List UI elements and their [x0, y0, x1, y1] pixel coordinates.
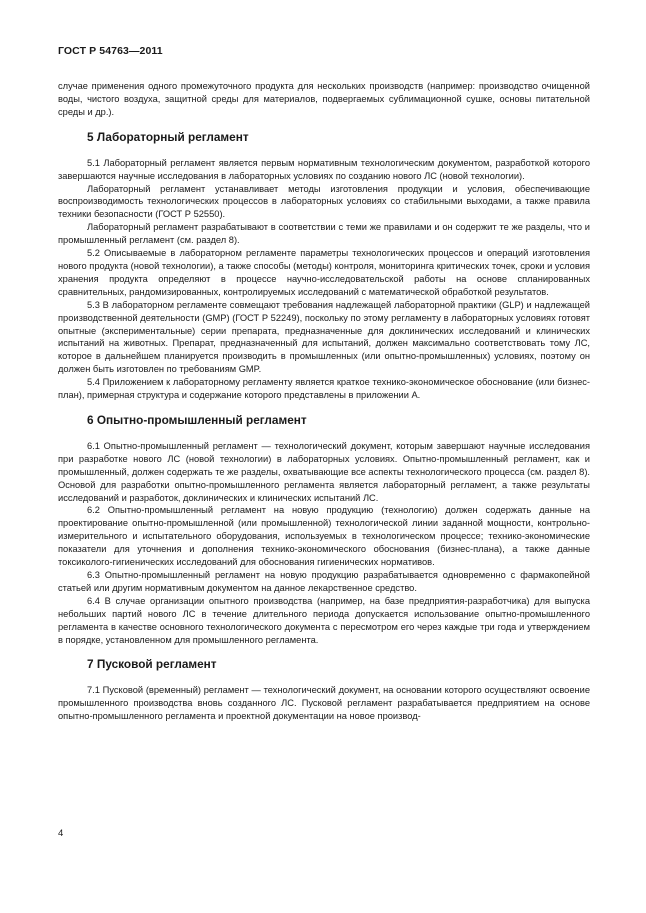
section-6-paragraph-1: 6.1 Опытно-промышленный регламент — технологический документ, которым завершают научные исследования при разработке нового ЛС (новой технологии) в лабораторных условиях. Опытно-промышленный регламент, как и промышленный, должен содержать те же разделы, охватывающие все аспекты технологического процесса (см. раздел 8). Основой для разработки опытно-промышленного регламента является лабораторный регламент, а также результаты исследований и разработок, доклинических и клинических испытаний ЛС. [58, 440, 590, 503]
section-5-paragraph-4: 5.2 Описываемые в лабораторном регламенте параметры технологических процессов и операций изготовления нового продукта (новой технологии), а также способы (методы) контроля, мониторинга критических точек, сроки и условия хранения продукта определяют в процессе научно-исследовательской работы на основе спланированных сравнительных, рандомизированных, контролируемых исследований с математической обработкой результатов. [58, 248, 590, 297]
section-6-paragraph-4: 6.4 В случае организации опытного производства (например, на базе предприятия-разработчика) для выпуска небольших партий нового ЛС в течение длительного периода допускается использование опытно-промышленного регламента в качестве основного технологического документа с пересмотром его через каждые три года и утверждением в порядке, установленном для промышленного регламента. [58, 595, 590, 645]
standard-header: ГОСТ Р 54763—2011 [58, 45, 163, 57]
section-6-paragraph-3: 6.3 Опытно-промышленный регламент на новую продукцию разрабатывается одновременно с фармакопейной статьей или другим нормативным документом на данное лекарственное средство. [58, 570, 590, 593]
document-body [58, 80, 590, 723]
section-5-title: 5 Лабораторный регламент [87, 129, 249, 144]
section-5-paragraph-1: 5.1 Лабораторный регламент является первым нормативным технологическим документом, разработкой которого завершаются научные исследования в лабораторных условиях по созданию нового ЛС (новой технологии). [58, 157, 590, 181]
section-6-title: 6 Опытно-промышленный регламент [87, 412, 307, 427]
section-5-paragraph-2: Лабораторный регламент устанавливает методы изготовления продукции и условия, обеспечивающие воспроизводимость технологических процессов в лабораторных условиях со стабильными выходами, а также правила техники безопасности (ГОСТ Р 52550). [58, 183, 590, 220]
section-5-paragraph-5: 5.3 В лабораторном регламенте совмещают требования надлежащей лабораторной практики (GLP) и надлежащей производственной деятельности (GMP) (ГОСТ Р 52249), поскольку по этому регламенту в лабораторных условиях готовят опытные (экспериментальные) серии препарата, предназначенные для доклинических исследований и клинических испытаний на животных. Препарат, предназначенный для испытаний, должен максимально соответствовать тому ЛС, которое в дальнейшем планируется производить в промышленных (или опытно-промышленных) условиях, поэтому он должен быть изготовлен по требованиям GMP. [58, 299, 590, 375]
section-5-paragraph-3: Лабораторный регламент разрабатывают в соответствии с теми же правилами и он содержит те же разделы, что и промышленный регламент (см. раздел 8). [58, 222, 590, 246]
section-5-paragraph-6: 5.4 Приложением к лабораторному регламенту является краткое технико-экономическое обоснование (или бизнес-план), примерная структура и содержание которого представлены в приложении А. [58, 377, 590, 401]
intro-paragraph: случае применения одного промежуточного продукта для нескольких производств (например: производство очищенной воды, чистого воздуха, защитной среды для материалов, подвергаемых сублимационной сушке, основы питательной среды и др.). [58, 81, 590, 117]
page-number: 4 [58, 828, 64, 839]
section-7-title: 7 Пусковой регламент [87, 657, 217, 672]
section-7-paragraph-1: 7.1 Пусковой (временный) регламент — технологический документ, на основании которого осуществляют освоение промышленного производства вновь созданного ЛС. Пусковой регламент разрабатывается предприятием на основе опытно-промышленного регламента и проектной документации на новое производ- [58, 685, 590, 722]
section-6-paragraph-2: 6.2 Опытно-промышленный регламент на новую продукцию (технологию) должен содержать данные на проектирование опытно-промышленной (или промышленной) технологической линии заданной мощности, контрольно-измерительного и испытательного оборудования, используемых в технологическом процессе; технико-экономические показатели для уточнения и дополнения технико-экономического обоснования (бизнес-плана), а также данные токсиколого-гигиенических исследований для обоснования гигиенических нормативов. [58, 505, 590, 568]
